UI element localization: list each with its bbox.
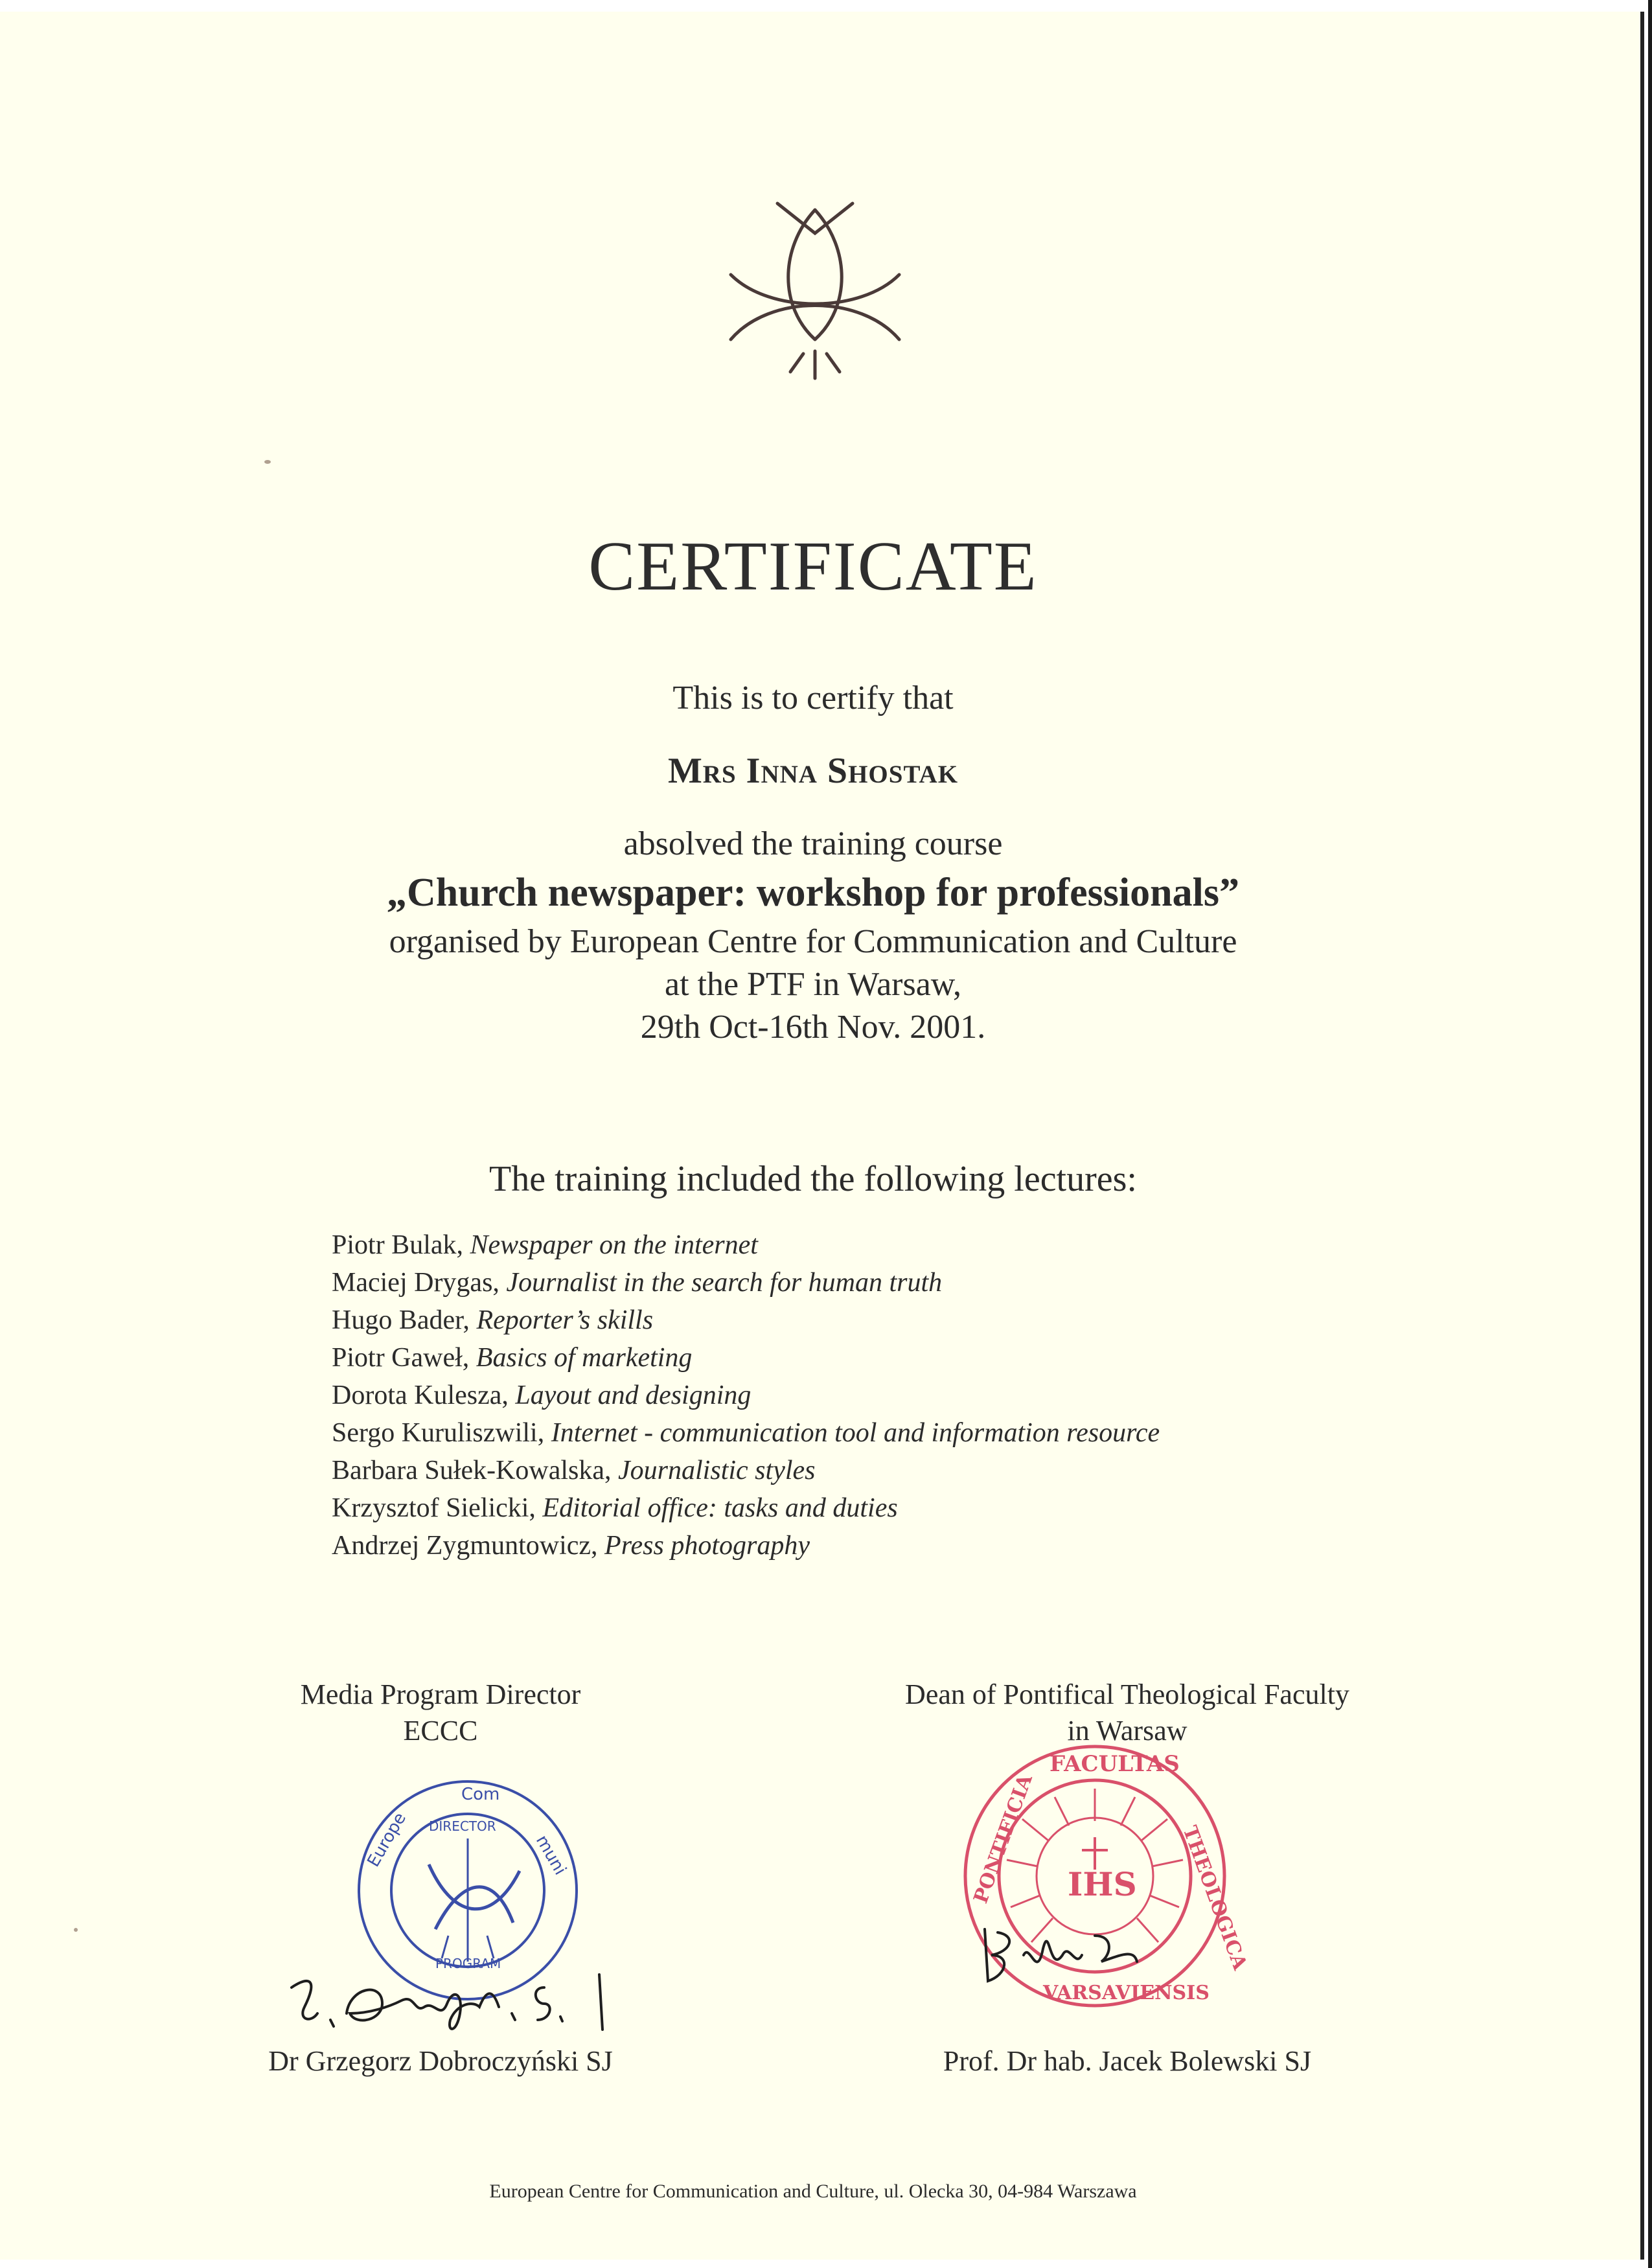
svg-text:Com: Com [461, 1785, 500, 1804]
certificate-title: CERTIFICATE [588, 528, 1038, 605]
course-title: „Church newspaper: workshop for professionals” [387, 871, 1239, 915]
left-signature-icon [285, 1968, 622, 2039]
lecturer-name: Piotr Bulak, [332, 1230, 464, 1260]
certify-line: This is to certify that [672, 680, 954, 716]
lecturer-name: Maciej Drygas, [332, 1268, 499, 1298]
right-signatory-name: Prof. Dr hab. Jacek Bolewski SJ [943, 2045, 1312, 2077]
svg-text:FACULTAS: FACULTAS [1050, 1751, 1180, 1777]
lecture-topic: Internet - communication tool and information resource [551, 1418, 1160, 1448]
list-item [332, 1527, 1160, 1564]
lecturer-name: Piotr Gaweł, [332, 1343, 470, 1373]
left-signatory-name: Dr Grzegorz Dobroczyński SJ [268, 2045, 613, 2077]
svg-text:VARSAVIENSIS: VARSAVIENSIS [1043, 1982, 1210, 2004]
right-role-line: Dean of Pontifical Theological Faculty [905, 1678, 1349, 1710]
certificate-sheet [0, 12, 1644, 2260]
svg-text:IHS: IHS [1068, 1865, 1137, 1903]
right-signature-icon [972, 1916, 1153, 1994]
ichthys-logo-icon [718, 197, 912, 385]
lecture-topic: Reporter’s skills [476, 1305, 654, 1335]
lecture-topic: Press photography [604, 1531, 810, 1561]
lecturer-name: Sergo Kuruliszwili, [332, 1418, 545, 1448]
list-item [332, 1377, 1160, 1414]
svg-text:THEOLOGICA: THEOLOGICA [1178, 1822, 1252, 1973]
list-item [332, 1414, 1160, 1452]
lecture-topic: Newspaper on the internet [470, 1230, 758, 1260]
lecturer-name: Krzysztof Sielicki, [332, 1493, 536, 1523]
lecture-topic: Basics of marketing [476, 1343, 693, 1373]
right-signatory-role [842, 1677, 1412, 1749]
scan-speck [264, 460, 271, 464]
svg-text:PONTIFICIA: PONTIFICIA [969, 1771, 1037, 1907]
lecturer-name: Hugo Bader, [332, 1305, 470, 1335]
svg-text:PROGRAM: PROGRAM [435, 1956, 501, 1971]
left-role-line: Media Program Director [300, 1678, 581, 1710]
footer-address: European Centre for Communication and Culture, ul. Olecka 30, 04-984 Warszawa [489, 2181, 1137, 2202]
svg-text:Europe: Europe [363, 1809, 411, 1871]
lecture-topic: Editorial office: tasks and duties [542, 1493, 898, 1523]
lecture-topic: Layout and designing [515, 1380, 751, 1410]
lecturer-name: Dorota Kulesza, [332, 1380, 509, 1410]
list-item [332, 1301, 1160, 1339]
lecturer-name: Andrzej Zygmuntowicz, [332, 1531, 598, 1561]
lecturer-name: Barbara Sułek-Kowalska, [332, 1456, 612, 1485]
svg-text:muni: muni [531, 1831, 570, 1879]
scan-speck [74, 1928, 78, 1932]
organiser-block [0, 921, 1626, 1049]
left-signatory-role [246, 1677, 635, 1749]
left-role-org: ECCC [403, 1715, 478, 1747]
svg-text:DIRECTOR: DIRECTOR [429, 1818, 496, 1834]
list-item [332, 1264, 1160, 1301]
lectures-list [332, 1226, 1160, 1564]
venue-line: at the PTF in Warsaw, [665, 966, 961, 1003]
dates-line: 29th Oct-16th Nov. 2001. [640, 1009, 986, 1046]
scan-edge [1648, 0, 1652, 2268]
right-role-place: in Warsaw [1067, 1715, 1187, 1747]
absolved-line: absolved the training course [623, 825, 1003, 862]
list-item [332, 1339, 1160, 1377]
list-item [332, 1489, 1160, 1527]
list-item [332, 1226, 1160, 1264]
lecture-topic: Journalist in the search for human truth [506, 1268, 943, 1298]
list-item [332, 1452, 1160, 1489]
lectures-heading: The training included the following lectures: [489, 1159, 1137, 1199]
organiser-line: organised by European Centre for Communication and Culture [389, 923, 1237, 960]
recipient-name: Mrs Inna Shostak [667, 751, 959, 791]
lecture-topic: Journalistic styles [618, 1456, 816, 1485]
